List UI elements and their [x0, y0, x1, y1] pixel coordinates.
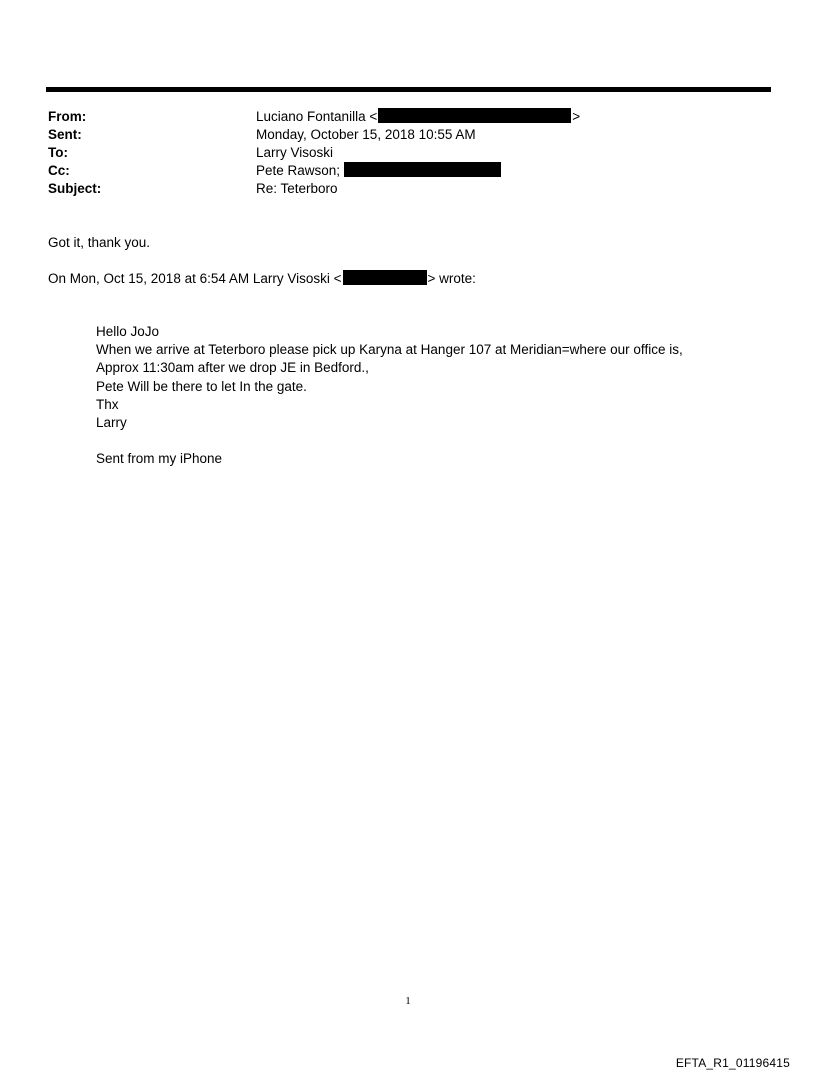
sent-value: Monday, October 15, 2018 10:55 AM: [256, 127, 476, 142]
subject-value: Re: Teterboro: [256, 181, 338, 196]
signature: Sent from my iPhone: [96, 451, 223, 467]
quoted-message: [96, 323, 683, 468]
to-label: To:: [48, 145, 68, 160]
quote-attribution: [48, 270, 476, 288]
spacer: [96, 432, 683, 450]
attribution-text: On Mon, Oct 15, 2018 at 6:54 AM Larry Visoski <: [48, 271, 342, 286]
header-rule: [46, 87, 771, 92]
subject-row: [48, 180, 768, 198]
quoted-line: Hello JoJo: [96, 324, 160, 339]
to-value: Larry Visoski: [256, 145, 334, 160]
from-name: Luciano Fontanilla <: [256, 109, 378, 124]
cc-row: [48, 162, 768, 180]
redaction-block: [378, 108, 571, 123]
sent-row: [48, 126, 768, 144]
cc-value: [256, 162, 501, 180]
redaction-block: [343, 270, 427, 285]
from-row: [48, 108, 768, 126]
from-close: >: [572, 109, 581, 124]
document-id: EFTA_R1_01196415: [675, 1056, 790, 1070]
cc-name: Pete Rawson;: [256, 163, 341, 178]
cc-label: Cc:: [48, 163, 70, 178]
from-label: From:: [48, 109, 87, 124]
sent-label: Sent:: [48, 127, 82, 142]
quoted-line: Approx 11:30am after we drop JE in Bedford.,: [96, 360, 369, 376]
reply-text: Got it, thank you.: [48, 235, 151, 250]
quoted-line: Pete Will be there to let In the gate.: [96, 378, 307, 394]
quoted-line: Larry: [96, 415, 127, 431]
redaction-block: [344, 162, 501, 177]
from-value: [256, 108, 580, 126]
subject-label: Subject:: [48, 181, 102, 196]
attribution-end: > wrote:: [427, 271, 476, 286]
quoted-line: Thx: [96, 396, 119, 412]
quoted-line: When we arrive at Teterboro please pick up Karyna at Hanger 107 at Meridian=where our office is,: [96, 342, 683, 358]
to-row: [48, 144, 768, 162]
page-number: 1: [405, 995, 411, 1007]
email-header: [48, 108, 768, 198]
